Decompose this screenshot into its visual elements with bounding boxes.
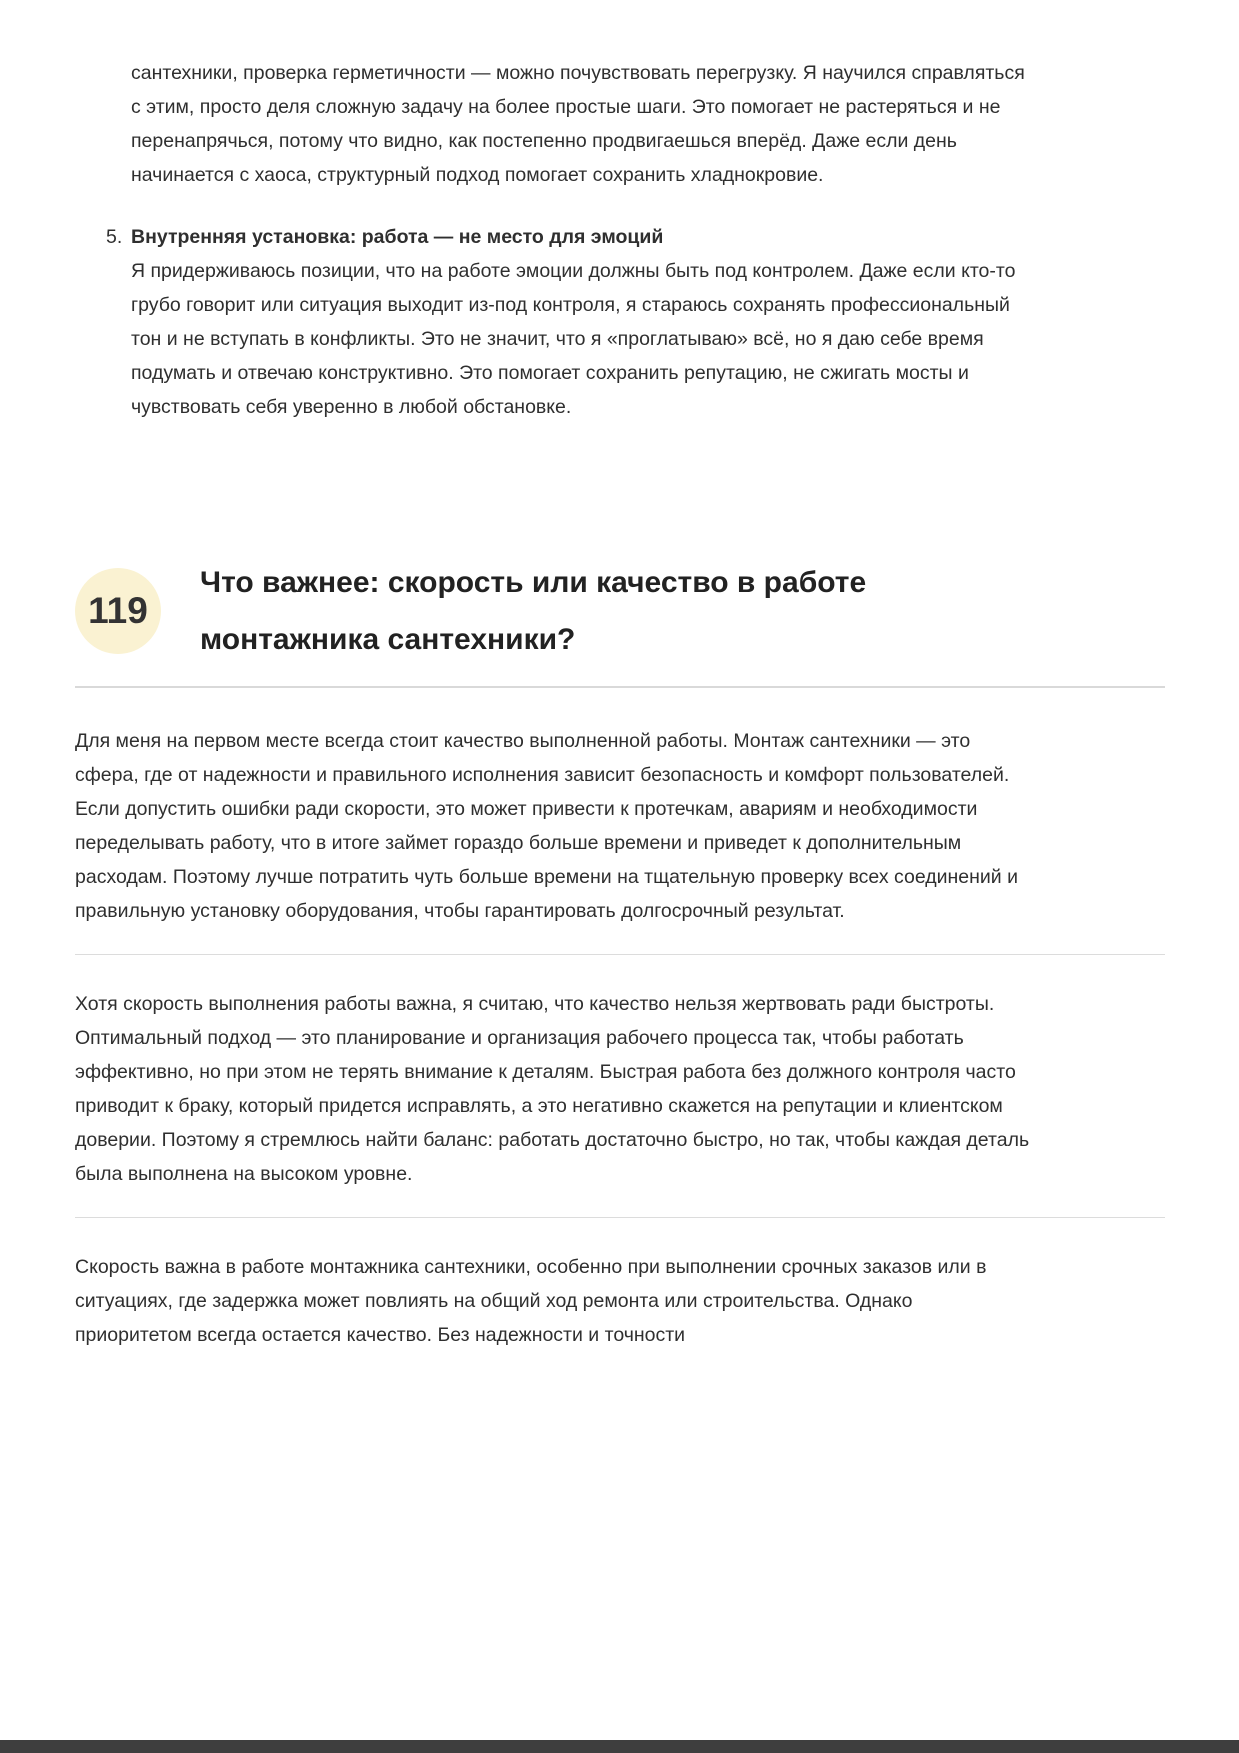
list-item-5 (75, 220, 1165, 424)
answer-paragraph-3: Скорость важна в работе монтажника сантехники, особенно при выполнении срочных заказов или в ситуациях, где задержка может повлиять на общий ход ремонта или строительства. Однако приоритетом всегда остается качество. Без надежности и точности (75, 1256, 987, 1346)
question-header (75, 554, 1165, 668)
question-title: Что важнее: скорость или качество в работе монтажника сантехники? (200, 566, 867, 656)
answer-paragraph-2: Хотя скорость выполнения работы важна, я считаю, что качество нельзя жертвовать ради быстроты. Оптимальный подход — это планирование и организация рабочего процесса так, чтобы работать эффективно, но при этом не терять внимание к деталям. Быстрая работа без должного контроля часто приводит к браку, который придется исправлять, а это негативно скажется на репутации и клиентском доверии. Поэтому я стремлюсь найти баланс: работать достаточно быстро, но так, чтобы каждая деталь была выполнена на высоком уровне. (75, 993, 1030, 1185)
question-title-divider (75, 686, 1165, 688)
answer-paragraph-1: Для меня на первом месте всегда стоит качество выполненной работы. Монтаж сантехники — это сфера, где от надежности и правильного исполнения зависит безопасность и комфорт пользователей. Если допустить ошибки ради скорости, это может привести к протечкам, авариям и необходимости переделывать работу, что в итоге займет гораздо больше времени и приведет к дополнительным расходам. Поэтому лучше потратить чуть больше времени на тщательную проверку всех соединений и правильную установку оборудования, чтобы гарантировать долгосрочный результат. (75, 730, 1018, 922)
list-item-5-number: 5. (106, 226, 123, 248)
list-item-5-body: Я придерживаюсь позиции, что на работе эмоции должны быть под контролем. Даже если кто-то грубо говорит или ситуация выходит из-под контроля, я стараюсь сохранять профессиональный тон и не вступать в конфликты. Это не значит, что я «проглатываю» всё, но я даю себе время подумать и отвечаю конструктивно. Это помогает сохранить репутацию, не сжигать мосты и чувствовать себя уверенно в любой обстановке. (131, 260, 1016, 418)
list-item-5-content (131, 220, 1036, 424)
footer-bar (0, 1740, 1239, 1753)
list-item-4-continuation-paragraph: сантехники, проверка герметичности — можно почувствовать перегрузку. Я научился справляться с этим, просто деля сложную задачу на более простые шаги. Это помогает не растеряться и не перенапрячься, потому что видно, как постепенно продвигаешься вперёд. Даже если день начинается с хаоса, структурный подход помогает сохранить хладнокровие. (131, 62, 1025, 186)
list-item-5-title: Внутренняя установка: работа — не место для эмоций (131, 226, 664, 248)
answer-divider-1 (75, 954, 1165, 955)
answer-divider-2 (75, 1217, 1165, 1218)
question-number-badge: 119 (75, 568, 161, 654)
